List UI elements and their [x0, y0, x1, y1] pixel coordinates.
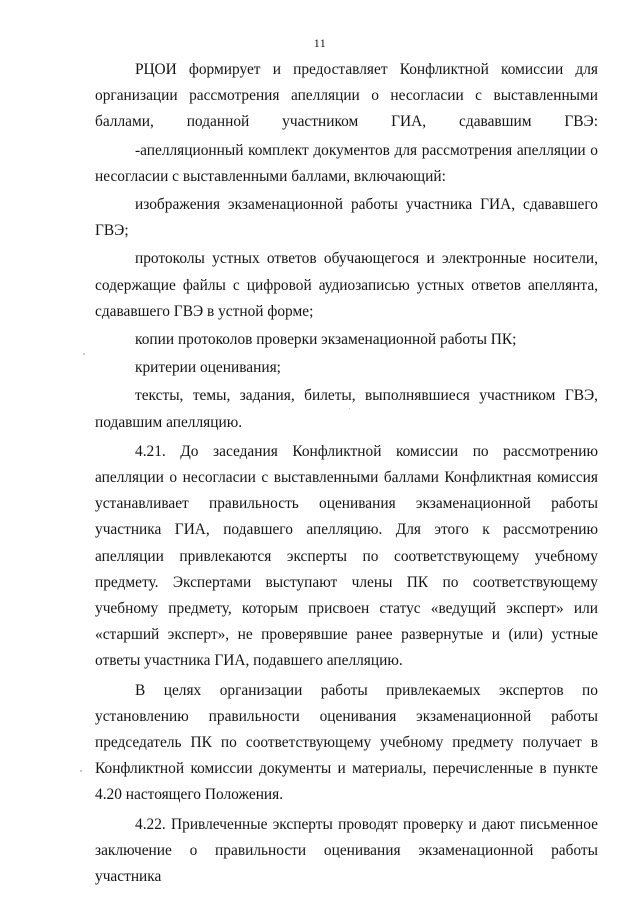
paragraph-exam-images: изображения экзаменационной работы участника ГИА, сдававшего ГВЭ;	[95, 196, 598, 240]
page-number: 11	[313, 36, 327, 50]
document-body	[95, 57, 598, 890]
paragraph-rcoi-provides: РЦОИ формирует и предоставляет Конфликтной комиссии для организации рассмотрения апелляции о несогласии с выставленными баллами, поданной участником ГИА, сдававшим ГВЭ:	[95, 61, 598, 131]
paragraph-section-4-21: 4.21. До заседания Конфликтной комиссии по рассмотрению апелляции о несогласии с выставленными баллами Конфликтная комиссия устанавливает правильность оценивания экзаменационной работы участника ГИА, подавшего апелляцию. Для этого к рассмотрению апелляции привлекаются эксперты по соответствующему учебному предмету. Экспертами выступают члены ПК по соответствующему учебному предмету, которым присвоен статус «ведущий эксперт» или «старший эксперт», не проверявшие ранее развернутые и (или) устные ответы участника ГИА, подавшего апелляцию.	[95, 442, 598, 670]
paragraph-section-4-22: 4.22. Привлеченные эксперты проводят проверку и дают письменное заключение о правильности оценивания экзаменационной работы участника	[95, 815, 598, 886]
paragraph-check-protocols: копии протоколов проверки экзаменационной работы ПК;	[135, 331, 517, 349]
paragraph-expert-organization: В целях организации работы привлекаемых экспертов по установлению правильности оценивания экзаменационной работы председатель ПК по соответствующему учебному предмету получает в Конфликтной комиссии документы и материалы, перечисленные в пункте 4.20 настоящего Положения.	[95, 681, 598, 804]
paragraph-criteria: критерии оценивания;	[135, 359, 281, 377]
paragraph-appeal-set: -апелляционный комплект документов для рассмотрения апелляции о несогласии с выставленными баллами, включающий:	[95, 141, 598, 185]
paragraph-oral-protocols: протоколы устных ответов обучающегося и электронные носители, содержащие файлы с цифровой аудиозаписью устных ответов апеллянта, сдававшего ГВЭ в устной форме;	[95, 250, 598, 320]
scan-speck	[80, 770, 82, 772]
paragraph-texts-topics: тексты, темы, задания, билеты, выполнявшиеся участником ГВЭ, подавшим апелляцию.	[95, 387, 598, 431]
scan-speck	[83, 353, 85, 355]
scan-speck	[349, 408, 350, 409]
